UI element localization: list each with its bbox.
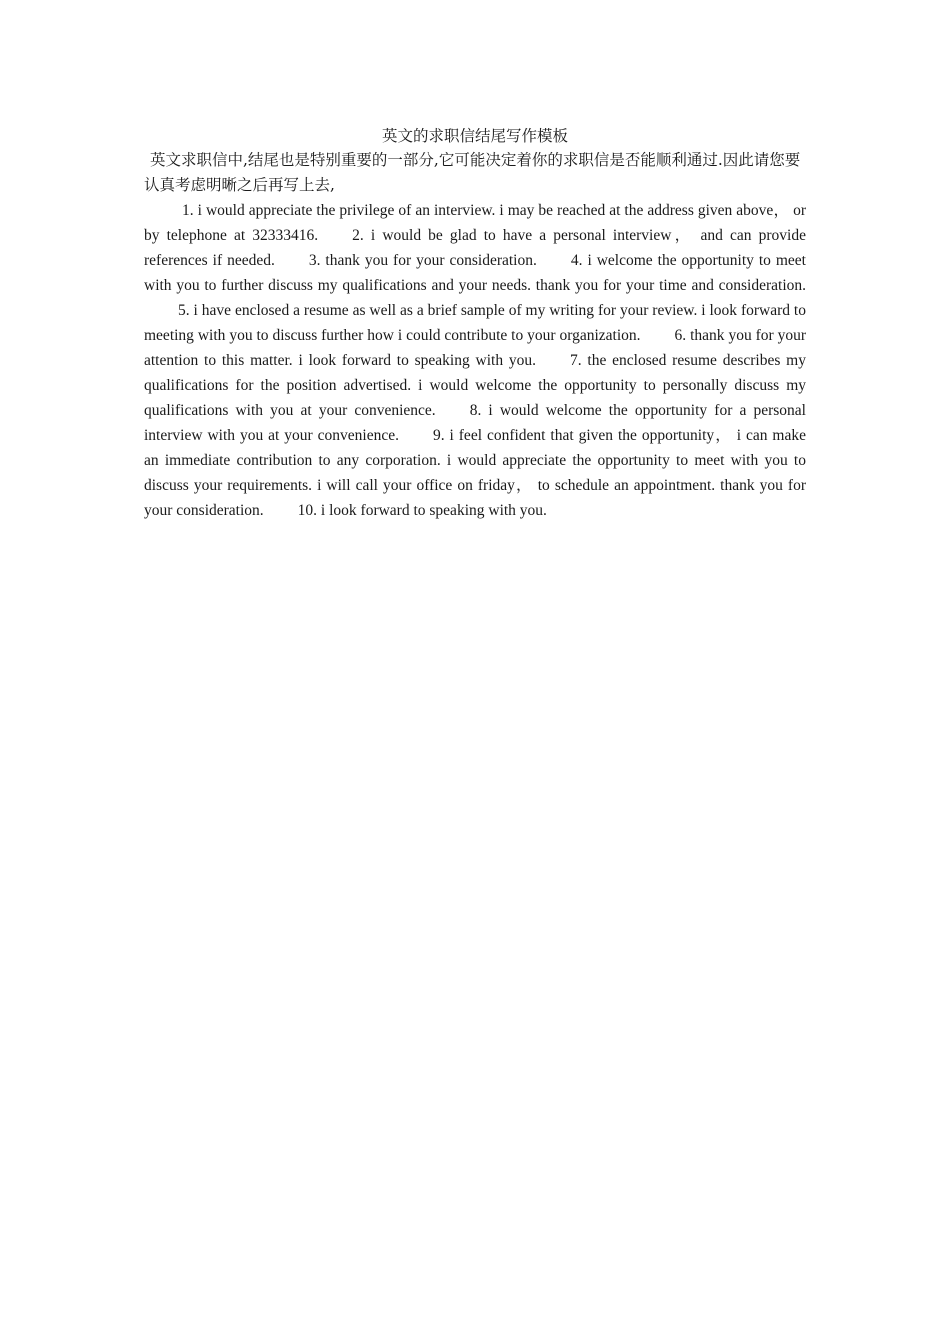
closing-phrase-item: 7. the enclosed resume describes my qualifications for the position advertised. i would welcome the opportunity to personally discuss my qualifications with you at your convenience. [144,352,806,419]
closing-phrase-item: 10. i look forward to speaking with you. [297,502,547,519]
closing-phrase-item: 6. thank you for your attention to this matter. i look forward to speaking with you. [144,327,807,369]
closing-phrase-item: 5. i have enclosed a resume as well as a brief sample of my writing for your review. i look forward to meeting with you to discuss further how i could contribute to your organization. [144,302,806,344]
closing-phrase-item: 2. i would be glad to have a personal interview， and can provide references if needed. [144,227,806,269]
intro-paragraph: 英文求职信中,结尾也是特别重要的一部分,它可能决定着你的求职信是否能顺利通过.因此请您要认真考虑明晰之后再写上去, [144,151,801,194]
closing-phrase-item: 4. i welcome the opportunity to meet with you to further discuss my qualifications and your needs. thank you for your time and consideration. [144,252,806,294]
closing-phrase-item: 1. i would appreciate the privilege of an interview. i may be reached at the address given above， or by telephone at 32333416. [144,202,806,244]
closing-phrase-item: 9. i feel confident that given the opportunity， i can make an immediate contribution to any corporation. i would appreciate the opportunity to meet with you to discuss your requirements. i will call your office on friday， to schedule an appointment. thank you for your consideration. [144,427,806,519]
document-content [144,124,806,523]
document-title: 英文的求职信结尾写作模板 [381,127,568,145]
closing-phrases-paragraph [144,198,806,523]
closing-phrase-item: 3. thank you for your consideration. [308,252,537,269]
closing-phrase-item: 8. i would welcome the opportunity for a personal interview with you at your convenience. [144,402,806,444]
